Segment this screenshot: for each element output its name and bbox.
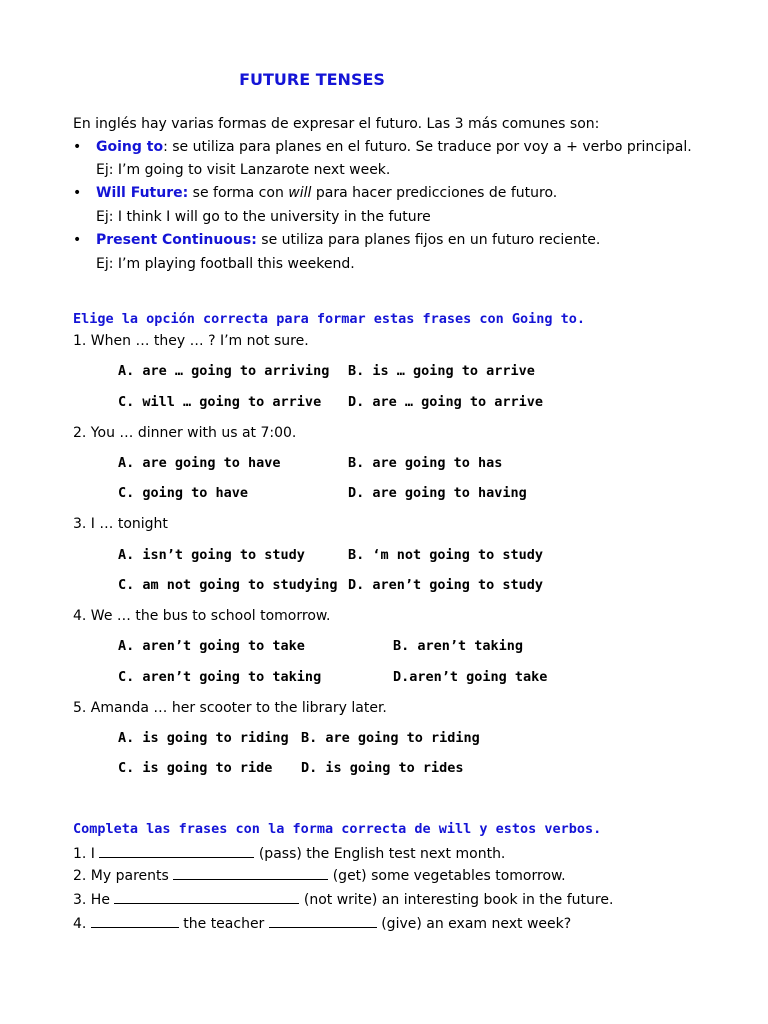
- option-d: D. are … going to arrive: [348, 394, 544, 410]
- fill-sentence: [73, 867, 566, 885]
- bullet-label: Going to: [96, 139, 164, 155]
- option-d: D.aren’t going take: [393, 669, 548, 685]
- bullet-example: Ej: I think I will go to the university in the future: [96, 209, 431, 225]
- option-b: B. are going to has: [348, 455, 503, 471]
- bullet-text: : se utiliza para planes en el futuro. Se traduce por voy a + verbo principal.: [163, 139, 692, 155]
- option-b: B. is … going to arrive: [348, 363, 535, 379]
- bullet-will-future: [73, 184, 557, 202]
- bullet-text-italic: will: [288, 185, 312, 201]
- answer-blank[interactable]: [91, 915, 179, 928]
- option-c: C. will … going to arrive: [118, 394, 322, 410]
- bullet-going-to: [73, 138, 692, 156]
- sentence-end: (give) an exam next week?: [376, 916, 572, 932]
- question-text: 4. We … the bus to school tomorrow.: [73, 608, 331, 624]
- answer-blank[interactable]: [269, 915, 377, 928]
- question-text: 3. I … tonight: [73, 516, 168, 532]
- option-c: C. going to have: [118, 485, 249, 501]
- fill-sentence: [73, 915, 571, 933]
- sentence-start: 4.: [73, 916, 91, 932]
- bullet-text: se utiliza para planes fijos en un futuro reciente.: [256, 232, 601, 248]
- sentence-middle: the teacher: [178, 916, 269, 932]
- question-text: 2. You … dinner with us at 7:00.: [73, 425, 297, 441]
- bullet-text: se forma con: [188, 185, 289, 201]
- sentence-start: 2. My parents: [73, 868, 174, 884]
- answer-blank[interactable]: [99, 845, 254, 858]
- page-title: FUTURE TENSES: [239, 70, 385, 89]
- option-d: D. are going to having: [348, 485, 527, 501]
- fill-sentence: [73, 845, 505, 863]
- answer-blank[interactable]: [114, 891, 299, 904]
- option-a: A. are … going to arriving: [118, 363, 330, 379]
- option-a: A. aren’t going to take: [118, 638, 305, 654]
- option-c: C. aren’t going to taking: [118, 669, 322, 685]
- option-b: B. aren’t taking: [393, 638, 524, 654]
- bullet-example: Ej: I’m going to visit Lanzarote next week.: [96, 162, 391, 178]
- question-text: 1. When … they … ? I’m not sure.: [73, 333, 309, 349]
- option-a: A. are going to have: [118, 455, 281, 471]
- section-heading-will: Completa las frases con la forma correcta de will y estos verbos.: [73, 821, 602, 837]
- section-heading-going-to: Elige la opción correcta para formar estas frases con Going to.: [73, 311, 586, 327]
- sentence-end: (get) some vegetables tomorrow.: [328, 868, 566, 884]
- option-c: C. is going to ride: [118, 760, 273, 776]
- bullet-dot: •: [73, 185, 82, 201]
- option-d: D. is going to rides: [301, 760, 464, 776]
- option-c: C. am not going to studying: [118, 577, 338, 593]
- option-b: B. are going to riding: [301, 730, 480, 746]
- answer-blank[interactable]: [173, 867, 328, 880]
- bullet-label: Present Continuous:: [96, 232, 257, 248]
- option-b: B. ‘m not going to study: [348, 547, 544, 563]
- question-text: 5. Amanda … her scooter to the library later.: [73, 700, 387, 716]
- bullet-present-continuous: [73, 231, 600, 249]
- intro-text: En inglés hay varias formas de expresar el futuro. Las 3 más comunes son:: [73, 116, 600, 132]
- fill-sentence: [73, 891, 613, 909]
- option-d: D. aren’t going to study: [348, 577, 544, 593]
- bullet-text: para hacer predicciones de futuro.: [311, 185, 558, 201]
- bullet-dot: •: [73, 232, 82, 248]
- sentence-end: (pass) the English test next month.: [254, 846, 506, 862]
- bullet-example: Ej: I’m playing football this weekend.: [96, 256, 355, 272]
- sentence-start: 3. He: [73, 892, 115, 908]
- bullet-label: Will Future:: [96, 185, 189, 201]
- option-a: A. isn’t going to study: [118, 547, 305, 563]
- sentence-start: 1. I: [73, 846, 100, 862]
- sentence-end: (not write) an interesting book in the future.: [299, 892, 614, 908]
- option-a: A. is going to riding: [118, 730, 289, 746]
- bullet-dot: •: [73, 139, 82, 155]
